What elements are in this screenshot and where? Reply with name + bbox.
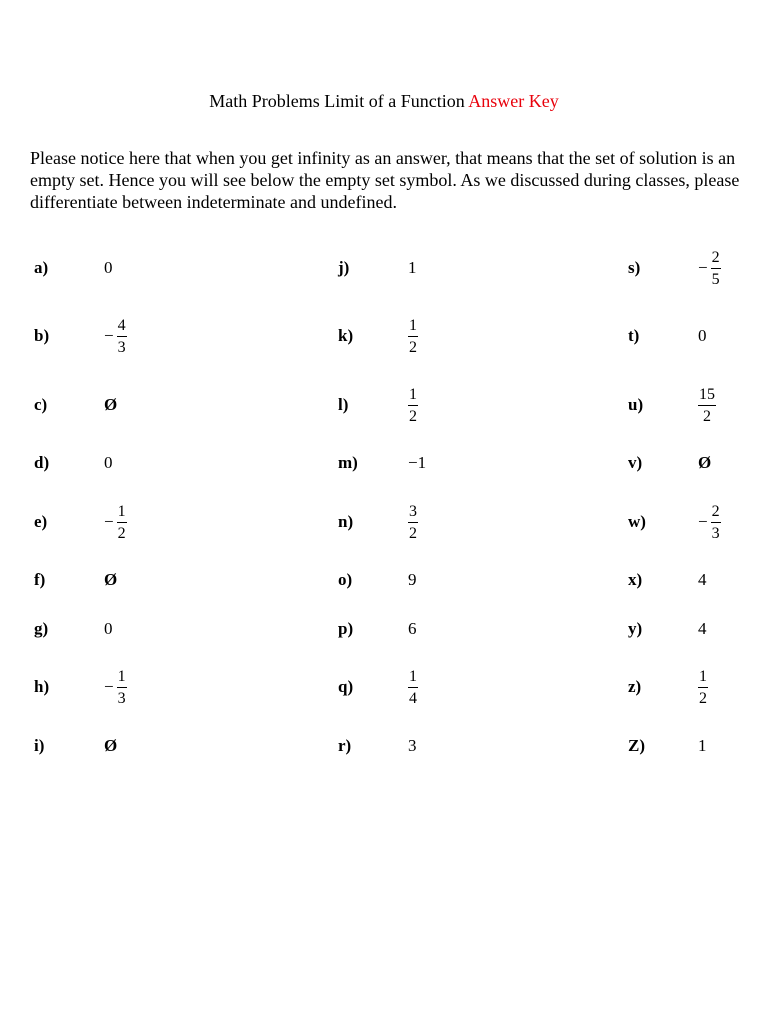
answer-value	[408, 716, 417, 776]
answer-value	[104, 716, 117, 776]
answer-label: a)	[34, 258, 49, 277]
answer-value	[408, 306, 418, 366]
fraction	[408, 503, 418, 542]
answer-value	[408, 375, 418, 435]
answer-label: b)	[34, 326, 50, 345]
answer-label: t)	[628, 326, 640, 345]
answer-value	[104, 657, 127, 717]
fraction	[711, 249, 721, 288]
answer-value	[104, 375, 117, 435]
answer-value	[408, 599, 417, 659]
answer-label: n)	[338, 512, 354, 531]
answer-value	[698, 238, 721, 298]
intro-paragraph: Please notice here that when you get infinity as an answer, that means that the set of solution is an empty set. Hence you will see below the empty set symbol. As we discussed during classes, please differentiate between indeterminate and undefined.	[30, 148, 740, 212]
answer-text: 9	[408, 570, 417, 589]
title-answer-key: Answer Key	[468, 91, 559, 111]
fraction-denominator: 2	[703, 407, 711, 425]
answer-value	[408, 657, 418, 717]
fraction-numerator: 4	[117, 316, 126, 334]
answer-label: d)	[34, 453, 50, 472]
answer-label: c)	[34, 395, 48, 414]
fraction	[698, 668, 708, 707]
fraction	[117, 503, 127, 542]
answer-label: q)	[338, 677, 354, 696]
fraction-numerator: 2	[711, 502, 720, 520]
fraction-bar	[408, 687, 418, 688]
answer-label: u)	[628, 395, 644, 414]
answer-value	[104, 306, 127, 366]
answer-text: 3	[408, 736, 417, 755]
fraction-bar	[117, 522, 127, 523]
answer-text: 4	[698, 570, 707, 589]
minus-sign: −	[104, 326, 114, 345]
answer-label: w)	[628, 512, 646, 531]
answer-value	[408, 492, 418, 552]
answer-label: y)	[628, 619, 643, 638]
answer-label: h)	[34, 677, 50, 696]
answer-value	[408, 238, 417, 298]
answer-label: m)	[338, 453, 358, 472]
fraction-denominator: 2	[409, 407, 417, 425]
fraction-bar	[698, 687, 708, 688]
fraction-bar	[698, 405, 716, 406]
fraction-denominator: 3	[117, 689, 126, 707]
fraction	[698, 386, 716, 425]
fraction-denominator: 3	[711, 524, 720, 542]
answer-value	[698, 375, 716, 435]
fraction-numerator: 1	[117, 502, 126, 520]
fraction-bar	[117, 687, 127, 688]
answer-label: r)	[338, 736, 352, 755]
answer-label: z)	[628, 677, 642, 696]
fraction-bar	[711, 522, 721, 523]
answer-value	[104, 433, 113, 493]
answer-text: 0	[104, 619, 113, 638]
answer-label: g)	[34, 619, 49, 638]
answer-label: e)	[34, 512, 48, 531]
fraction	[408, 668, 418, 707]
answer-value	[698, 599, 707, 659]
minus-sign: −	[104, 677, 114, 696]
fraction-bar	[117, 336, 127, 337]
answer-text: Ø	[104, 736, 118, 755]
fraction	[117, 668, 127, 707]
answer-text: 0	[104, 453, 113, 472]
answer-label: i)	[34, 736, 45, 755]
fraction-numerator: 2	[711, 248, 720, 266]
answer-label: Z)	[628, 736, 645, 755]
fraction-denominator: 3	[117, 338, 126, 356]
title-main: Math Problems Limit of a Function	[209, 91, 465, 111]
answer-label: x)	[628, 570, 643, 589]
answer-value	[408, 433, 426, 493]
fraction	[711, 503, 721, 542]
fraction-numerator: 1	[409, 316, 417, 334]
fraction-numerator: 1	[409, 667, 417, 685]
answer-value	[698, 492, 721, 552]
fraction-denominator: 2	[699, 689, 707, 707]
answer-label: v)	[628, 453, 643, 472]
answer-text: Ø	[104, 395, 118, 414]
fraction-bar	[408, 522, 418, 523]
fraction	[408, 317, 418, 356]
fraction-numerator: 15	[699, 385, 715, 403]
answer-label: l)	[338, 395, 349, 414]
fraction-numerator: 1	[699, 667, 707, 685]
page-title	[0, 91, 768, 112]
answer-text: 4	[698, 619, 707, 638]
minus-sign: −	[698, 512, 708, 531]
answer-label: p)	[338, 619, 354, 638]
answer-value	[104, 238, 113, 298]
fraction-denominator: 5	[711, 270, 720, 288]
answer-value	[698, 657, 708, 717]
fraction-denominator: 2	[117, 524, 126, 542]
fraction-bar	[711, 268, 721, 269]
fraction	[117, 317, 127, 356]
answer-label: s)	[628, 258, 641, 277]
answer-value	[698, 433, 711, 493]
minus-sign: −	[698, 258, 708, 277]
answer-label: j)	[338, 258, 350, 277]
answer-label: o)	[338, 570, 353, 589]
answer-label: f)	[34, 570, 46, 589]
answer-value	[698, 306, 707, 366]
minus-sign: −	[104, 512, 114, 531]
answer-text: 0	[698, 326, 707, 345]
answer-text: 0	[104, 258, 113, 277]
fraction	[408, 386, 418, 425]
answer-text: Ø	[698, 453, 712, 472]
answer-text: 6	[408, 619, 417, 638]
fraction-numerator: 1	[117, 667, 126, 685]
answer-value	[104, 599, 113, 659]
fraction-denominator: 2	[409, 524, 417, 542]
answer-text: −1	[408, 453, 427, 472]
fraction-bar	[408, 336, 418, 337]
answer-label: k)	[338, 326, 354, 345]
answer-text: 1	[408, 258, 417, 277]
fraction-denominator: 2	[409, 338, 417, 356]
fraction-numerator: 3	[409, 502, 417, 520]
fraction-numerator: 1	[409, 385, 417, 403]
answer-text: Ø	[104, 570, 118, 589]
answer-text: 1	[698, 736, 707, 755]
answer-value	[104, 492, 127, 552]
fraction-denominator: 4	[409, 689, 417, 707]
fraction-bar	[408, 405, 418, 406]
answer-value	[698, 716, 707, 776]
